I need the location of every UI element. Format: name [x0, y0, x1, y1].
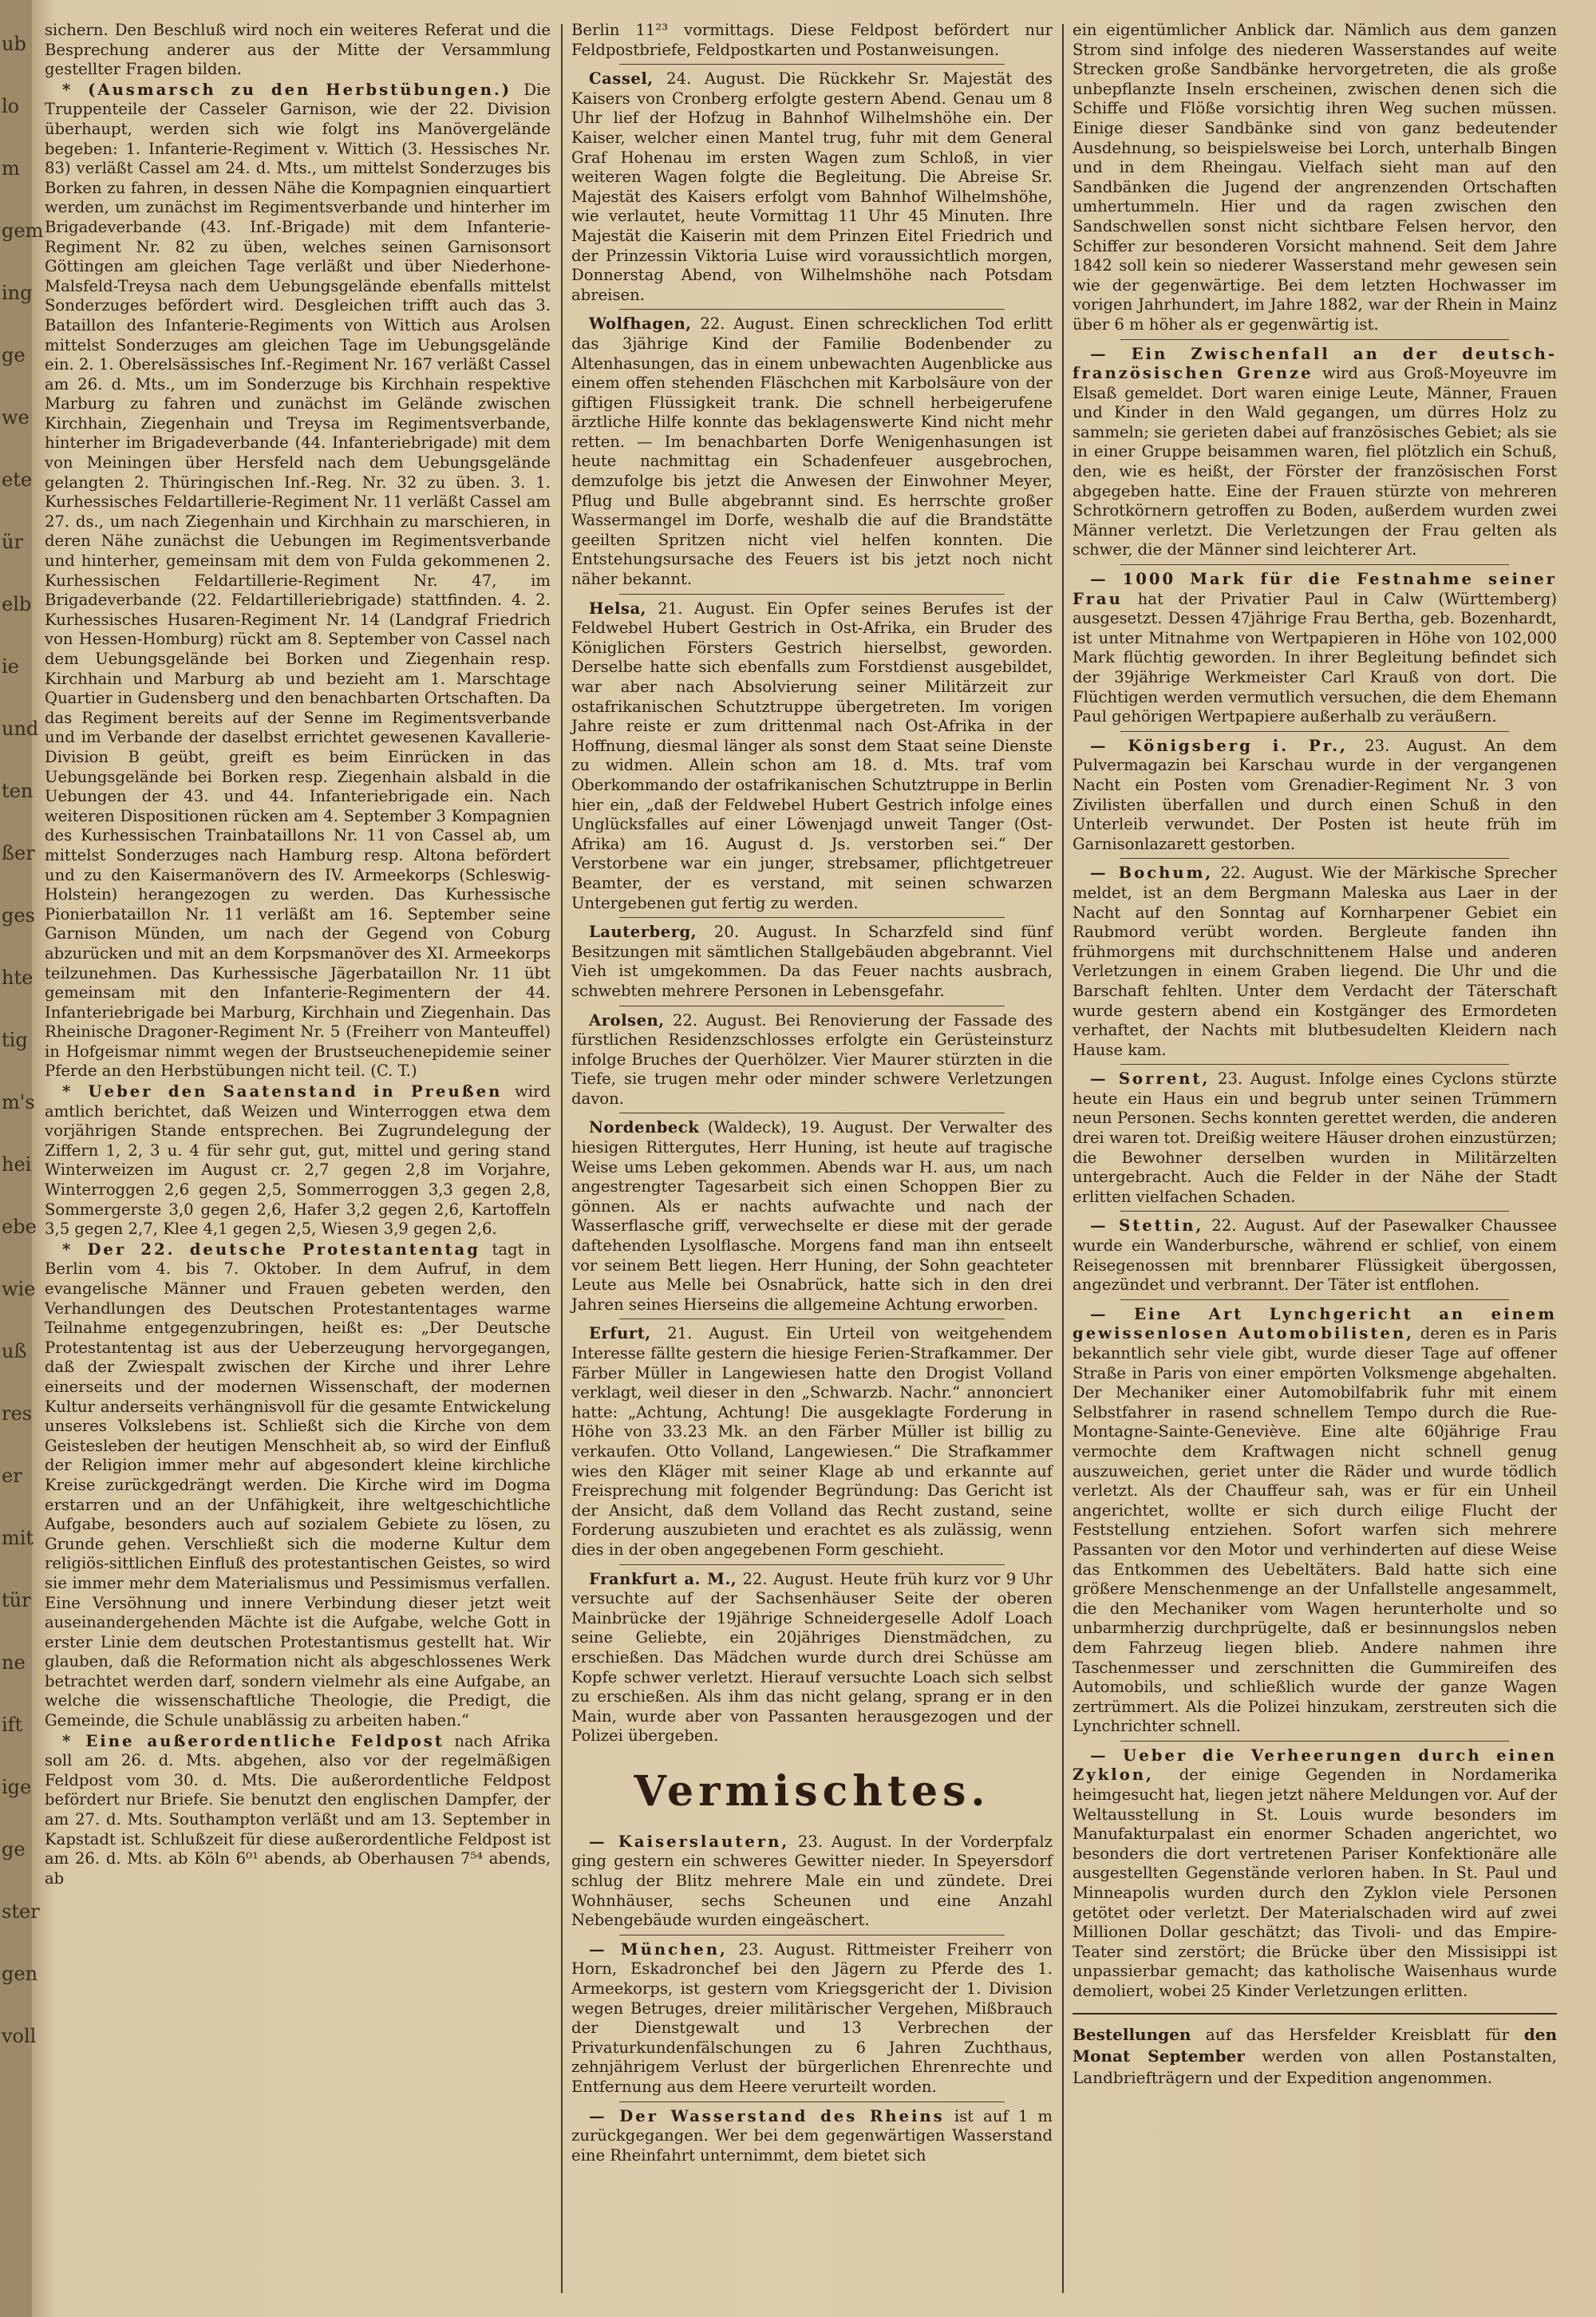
article-lead: — Bochum,: [1090, 864, 1214, 883]
article-lead: — Der Wasserstand des Rheins: [589, 2106, 945, 2125]
article-text: 23. August. In der Vorderpfalz ging gestern ein schweres Gewitter nieder. In Speyersdorf schlug der Blitz mehrere Male ein und zündete. Drei Wohnhäuser, sechs Scheunen und eine Anzahl Nebengebäude wurden eingeäschert.: [571, 1832, 1053, 1930]
article-lead: — Ueber die Verheerungen durch einen Zyklon,: [1073, 1746, 1557, 1785]
article-paragraph: [1073, 21, 1557, 335]
prev-page-fragment: ür: [2, 531, 23, 553]
article-text: 22. August. Einen schrecklichen Tod erlitt das 3jährige Kind der Familie Bodenbender zu Altenhasungen, das in einem unbewachten Augenblicke aus einem offen stehenden Fläschchen mit Karbolsäure von der giftigen Flüssigkeit trank. Die schnell herbeigerufene ärztliche Hilfe konnte das beklagenswerte Kind nicht mehr retten. — Im benachbarten Dorfe Wenigenhasungen ist heute nachmittag ein Schadenfeuer ausgebrochen, demzufolge bis jetzt die Anwesen der Einwohner Meyer, Pflug und Bulle abgebrannt sind. Es herrschte großer Wassermangel im Dorfe, weshalb die auf die Brandstätte geeilten Spritzen nicht viel helfen konnten. Die Entstehungsursache des Feuers ist bis jetzt noch nicht näher bekannt.: [571, 314, 1053, 589]
article-text: deren es in Paris bekanntlich sehr viele gibt, wurde dieser Tage auf offener Straße in Paris von einer empörten Volksmenge abgehalten. Der Mechaniker einer Automobilfabrik fuhr mit einem Selbstfahrer in rasend schnellem Tempo durch die Rue-Montagne-Sainte-Geneviève. Eine alte 60jährige Frau vermochte dem Kraftwagen nicht schnell genug auszuweichen, geriet unter die Räder und wurde tödlich verletzt. Als der Chauffeur sah, was er für ein Unheil angerichtet, wollte er sich durch eilige Flucht der Feststellung entziehen. Sofort warfen sich mehrere Passanten vor den Motor und verhinderten auf diese Weise das Entkommen des Uebeltäters. Bald hatte sich eine größere Menschenmenge an der Unfallstelle angesammelt, die den Mechaniker vom Wagen herunterholte und so unbarmherzig durchprügelte, daß er besinnungslos neben dem Fahrzeug liegen blieb. Andere nahmen ihre Taschenmesser und zerschnitten die Gummireifen des Automobils, und schließlich wurde der ganze Wagen zertrümmert. Als die Polizei hinzukam, zerstreuten sich die Lynchrichter schnell.: [1073, 1324, 1557, 1736]
prev-page-fragment: gem: [2, 219, 44, 242]
prev-page-fragment: lo: [2, 95, 20, 117]
previous-page-edge: [0, 0, 44, 2317]
article-separator: [1120, 731, 1509, 732]
article-paragraph: [45, 1240, 551, 1731]
article-paragraph: [571, 21, 1053, 60]
article-paragraph: [1073, 1070, 1557, 1207]
article-paragraph: [45, 21, 551, 80]
prev-page-fragment: ster: [2, 1900, 40, 1923]
article-paragraph: [571, 1570, 1053, 1746]
article-paragraph: [1073, 1305, 1557, 1737]
notice-text: werden von allen Postanstalten, Landbriefträgern und der Expedition angenommen.: [1073, 2046, 1558, 2087]
article-lead: Cassel,: [589, 69, 654, 89]
prev-page-fragment: ge: [2, 1838, 26, 1860]
prev-page-fragment: ing: [2, 282, 33, 304]
prev-page-fragment: we: [2, 406, 30, 429]
prev-page-fragment: ie: [2, 655, 19, 678]
column-3: [1073, 21, 1557, 2295]
article-lead: — Sorrent,: [1090, 1070, 1211, 1089]
article-paragraph: [571, 69, 1053, 305]
notice-text: auf das Hersfelder Kreisblatt für: [1191, 2024, 1524, 2044]
column-rule: [561, 24, 563, 2293]
prev-page-fragment: m's: [2, 1091, 35, 1113]
article-separator: [619, 1564, 1005, 1565]
article-lead: * (Ausmarsch zu den Herbstübungen.): [62, 80, 512, 99]
article-lead: — Eine Art Lynchgericht an einem gewissenlosen Automobilisten,: [1073, 1304, 1557, 1343]
article-text: 21. August. Ein Urteil von weitgehendem Interesse fällte gestern die hiesige Ferien-Strafkammer. Der Färber Müller in Langewiesen hatte den Drogist Volland verklagt, weil dieser in den „Schwarzb. Nachr.“ annonciert hatte: „Achtung, Achtung! Die ausgeklagte Forderung in Höhe von 33.23 Mk. an den Färber Müller ist billig zu verkaufen. Otto Volland, Langewiesen.“ Die Strafkammer wies den Kläger mit seiner Klage ab und erkannte auf Freisprechung mit folgender Begründung: Das Gericht ist der Ansicht, daß dem Volland das Recht zustand, seine Forderung auszubieten und erachtet es als zulässig, wenn dies in der oben angegebenen Form geschieht.: [571, 1324, 1053, 1559]
article-separator: [1120, 1064, 1509, 1065]
article-text: 22. August. Bei Renovierung der Fassade des fürstlichen Residenzschlosses erfolgte ein Gerüsteinsturz infolge Bruches der Querhölzer. Vier Maurer stürzten in die Tiefe, sie trugen mehr oder minder schwere Verletzungen davon.: [571, 1010, 1053, 1108]
prev-page-fragment: voll: [2, 2025, 37, 2047]
article-lead: — Ein Zwischenfall an der deutsch-französischen Grenze: [1073, 344, 1557, 383]
article-text: wird aus Groß-Moyeuvre im Elsaß gemeldet. Dort waren einige Leute, Männer, Frauen und Kinder in den Wald gegangen, um dürres Holz zu sammeln; sie gerieten dabei auf französisches Gebiet; als sie in einer Gruppe beisammen waren, fiel plötzlich ein Schuß, den, wie es heißt, der Förster der französischen Forst abgegeben hatte. Eine der Frauen stürzte von mehreren Schrotkörnern getroffen zu Boden, außerdem wurden zwei Männer verletzt. Die Verletzungen der Frau gelten als schwer, die der Männer sind leichterer Art.: [1073, 364, 1557, 559]
article-paragraph: [571, 1011, 1053, 1109]
prev-page-fragment: gen: [2, 1963, 38, 1985]
article-lead: — Königsberg i. Pr.,: [1090, 736, 1348, 755]
article-paragraph: [45, 81, 551, 1081]
article-separator: [619, 64, 1005, 65]
article-separator: [1120, 339, 1509, 340]
article-text: hat der Privatier Paul in Calw (Württemberg) ausgesetzt. Dessen 47jährige Frau Bertha, geb. Bozenhardt, ist unter Mitnahme von Wertpapieren in Höhe von 102,000 Mark flüchtig geworden. In ihrer Begleitung befindet sich der 39jährige Werkmeister Carl Krauß von dort. Die Flüchtigen werden vermutlich versuchen, die dem Ehemann Paul gehörigen Wertpapiere außerhalb zu veräußern.: [1073, 589, 1557, 726]
article-paragraph: [1073, 737, 1557, 855]
article-text: 22. August. Heute früh kurz vor 9 Uhr versuchte auf der Sachsenhäuser Seite der oberen Mainbrücke der 19jährige Schneidergeselle Adolf Loach seine Geliebte, ein 20jähriges Dienstmädchen, zu erschießen. Das Mädchen wurde durch drei Schüsse am Kopfe schwer verletzt. Hierauf versuchte Loach sich selbst zu erschießen. Als ihm das nicht gelang, sprang er in den Main, wurde aber von Passanten herausgezogen und der Polizei übergeben.: [571, 1569, 1053, 1746]
prev-page-fragment: ges: [2, 904, 35, 927]
prev-page-fragment: er: [2, 1465, 22, 1487]
prev-page-fragment: ete: [2, 469, 33, 491]
article-separator: [1120, 1299, 1509, 1300]
article-lead: * Eine außerordentliche Feldpost: [62, 1731, 444, 1750]
article-text: sichern. Den Beschluß wird noch ein weiteres Referat und die Besprechung anderer aus der Mitte der Versammlung gestellter Fragen bilden.: [45, 21, 551, 79]
prev-page-fragment: tig: [2, 1029, 28, 1051]
notice-text: den Monat September: [1073, 2024, 1557, 2066]
article-text: (Waldeck), 19. August. Der Verwalter des hiesigen Rittergutes, Herr Huning, ist heute auf tragische Weise ums Leben gekommen. Abends war H. aus, um nach angestrengter Tagesarbeit sich einen Schoppen Bier zu gönnen. Als er nachts aufwachte und nach der Wasserflasche griff, verwechselte er diese mit der gerade daftehenden Lysolflasche. Morgens fand man ihn entseelt vor seinem Bett liegen. Herr Huning, der Sohn geachteter Leute aus Melle bei Osnabrück, hatte sich in den drei Jahren seines Hierseins die allgemeine Achtung erworben.: [571, 1118, 1053, 1314]
article-text: Berlin 11²³ vormittags. Diese Feldpost befördert nur Feldpostbriefe, Feldpostkarten und Postanweisungen.: [571, 21, 1053, 59]
article-paragraph: [571, 2107, 1053, 2166]
article-paragraph: [45, 1732, 551, 1889]
column-rule: [1062, 24, 1064, 2293]
article-lead: — Kaiserslautern,: [589, 1832, 790, 1851]
article-separator: [619, 594, 1005, 595]
article-separator: [619, 917, 1005, 918]
prev-page-fragment: hte: [2, 967, 34, 989]
article-lead: — Stettin,: [1090, 1216, 1204, 1236]
article-text: 23. August. An dem Pulvermagazin bei Karschau wurde in der vergangenen Nacht ein Posten vom Grenadier-Regiment Nr. 3 von Zivilisten überfallen und durch einen Schuß in den Unterleib verwundet. Der Posten ist heute früh im Garnisonlazarett gestorben.: [1073, 736, 1557, 853]
article-separator: [1120, 1211, 1509, 1212]
prev-page-fragment: ge: [2, 344, 26, 366]
prev-page-fragment: wie: [2, 1278, 36, 1300]
prev-page-fragment: m: [2, 157, 20, 180]
article-text: 24. August. Die Rückkehr Sr. Majestät des Kaisers von Cronberg erfolgte gestern Abend. Genau um 8 Uhr lief der Hofzug in Bahnhof Wilhelmshöhe ein. Der Kaiser, welcher einen Mantel trug, fuhr mit dem General Graf Hohenau im ersten Wagen zum Schloß, in vier weiteren Wagen folgte die Begleitung. Die Abreise Sr. Majestät des Kaisers erfolgt vom Bahnhof Wilhelmshöhe, wie verlautet, heute Vormittag 11 Uhr 45 Minuten. Ihre Majestät die Kaiserin mit dem Prinzen Eitel Friedrich und der Prinzessin Viktoria Luise wird voraussichtlich morgen, Donnerstag Abend, von Wilhelmshöhe nach Potsdam abreisen.: [571, 69, 1053, 304]
article-text: tagt in Berlin vom 4. bis 7. Oktober. In dem Aufruf, in dem evangelische Männer und Frauen gebeten werden, den Verhandlungen des Deutschen Protestantentages warme Teilnahme entgegenzubringen, heißt es: „Der Deutsche Protestantentag ist aus der Ueberzeugung hervorgegangen, daß der Zwiespalt zwischen der Kirche und ihrer Lehre einerseits und der modernen Wissenschaft, der modernen Kultur anderseits verhängnisvoll für die gesamte Entwickelung unseres Volkslebens ist. Schließt sich die Kirche von dem Geistesleben der heutigen Menschheit ab, so wird der Einfluß der Religion immer mehr auf abgesondert kleine kirchliche Kreise zurückgedrängt werden. Die Kirche wird im Dogma erstarren und an der Unfähigkeit, ihre weltgeschichtliche Aufgabe, besonders auch auf sozialem Gebiete zu lösen, zu Grunde gehen. Verschließt sich die moderne Kultur dem religiös-sittlichen Einfluß des protestantischen Geistes, so wird sie immer mehr dem Materialismus und Pessimismus verfallen. Eine Versöhnung und innere Verbindung dieser jetzt weit auseinandergehenden Mächte ist die Aufgabe, welche Gott in erster Linie dem deutschen Protestantismus gestellt hat. Wir glauben, daß die Reformation nicht als abgeschlossenes Werk betrachtet werden darf, sondern vielmehr als eine Aufgabe, an welche die wissenschaftliche Theologie, die Predigt, die Gemeinde, die Schule unablässig zu arbeiten haben.“: [45, 1240, 551, 1730]
prev-page-fragment: ßer: [2, 842, 35, 864]
article-text: ein eigentümlicher Anblick dar. Nämlich aus dem ganzen Strom sind infolge des niederen Wasserstandes auf weite Strecken große Sandbänke hervorgetreten, die als große unbepflanzte Inseln erscheinen, zwischen denen sich die Schiffe und Flöße vorsichtig ihren Weg suchen müssen. Einige dieser Sandbänke sind von ganz bedeutender Ausdehnung, so beispielsweise bei Lorch, unterhalb Bingen und in dem Rheingau. Vielfach sieht man auf den Sandbänken die Jugend der angrenzenden Ortschaften umhertummeln. Hier und da ragen zwischen den Sandschwellen sonst nicht sichtbare Felsen hervor, den Schiffer zur besonderen Vorsicht mahnend. Seit dem Jahre 1842 soll kein so niederer Wasserstand mehr gewesen sein wie der gegenwärtige. Bei dem letzten Hochwasser im vorigen Jahrhundert, im Jahre 1882, war der Rhein in Mainz über 6 m höher als er gegenwärtig ist.: [1073, 21, 1557, 334]
article-lead: Erfurt,: [589, 1324, 651, 1343]
article-paragraph: [571, 923, 1053, 1001]
prev-page-fragment: elb: [2, 593, 32, 615]
article-separator: [1120, 858, 1509, 859]
prev-page-fragment: ne: [2, 1651, 26, 1674]
article-text: 23. August. Rittmeister Freiherr von Horn, Eskadronchef bei den Jägern zu Pferde des 1. Armeekorps, ist gestern vom Kriegsgericht der 1. Division wegen Betruges, dreier militärischer Vergehen, Mißbrauch der Dienstgewalt und 13 Verbrechen der Privaturkundenfälschungen zu 6 Jahren Zuchthaus, zehnjährigem Verlust der bürgerlichen Ehrenrechte und Entfernung aus dem Heere verurteilt worden.: [571, 1939, 1053, 2096]
article-lead: Lauterberg,: [589, 923, 697, 942]
article-paragraph: [571, 314, 1053, 589]
notice-text: Bestellungen: [1073, 2024, 1191, 2044]
article-lead: Helsa,: [589, 599, 646, 618]
prev-page-fragment: und: [2, 718, 39, 740]
prev-page-fragment: ebe: [2, 1216, 37, 1238]
article-text: wird amtlich berichtet, daß Weizen und Winterroggen etwa dem vorjährigen Stande entsprechen. Bei Zugrundelegung der Ziffern 1, 2, 3 u. 4 für sehr gut, gut, mittel und gering stand Winterweizen im August cr. 2,7 gegen 2,8 im Vorjahre, Winterroggen 2,6 gegen 2,5, Sommerroggen 3,3 gegen 2,8, Sommergerste 3,0 gegen 2,6, Hafer 3,2 gegen 2,6, Kartoffeln 3,5 gegen 2,7, Klee 4,1 gegen 2,5, Wiesen 3,9 gegen 2,6.: [45, 1082, 551, 1239]
article-separator: [1120, 564, 1509, 565]
article-lead: Nordenbeck: [589, 1118, 700, 1137]
article-paragraph: [1073, 345, 1557, 561]
article-paragraph: [1073, 1746, 1557, 2002]
article-text: 22. August. Auf der Pasewalker Chaussee wurde ein Wanderbursche, während er schlief, von einem Reisegenossen mit brennbarer Flüssigkeit übergossen, angezündet und verbrannt. Der Täter ist entflohen.: [1073, 1216, 1557, 1295]
section-heading: Vermischtes.: [634, 1766, 990, 1816]
prev-page-fragment: ige: [2, 1776, 32, 1798]
article-lead: — 1000 Mark für die Festnahme seiner Frau: [1073, 570, 1557, 608]
prev-page-fragment: ten: [2, 780, 34, 802]
prev-page-fragment: ift: [2, 1714, 23, 1736]
article-lead: Arolsen,: [589, 1010, 665, 1030]
article-paragraph: [1073, 864, 1557, 1060]
prev-page-fragment: hei: [2, 1153, 32, 1176]
prev-page-fragment: res: [2, 1402, 32, 1425]
prev-page-fragment: uß: [2, 1340, 27, 1362]
article-paragraph: [45, 1082, 551, 1240]
article-paragraph: [571, 1833, 1053, 1931]
article-lead: * Ueber den Saatenstand in Preußen: [62, 1082, 503, 1101]
article-paragraph: [571, 1324, 1053, 1560]
article-text: Die Truppenteile der Casseler Garnison, wie der 22. Division überhaupt, werden sich wie folgt ins Manövergelände begeben: 1. Infanterie-Regiment v. Wittich (3. Hessisches Nr. 83) verläßt Cassel am 24. d. Mts., um mittelst Sonderzuges bis Borken zu fahren, in dessen Nähe die Kompagnien einquartiert werden, um zunächst im Regimentsverbande und hinterher im Brigadeverbande (43. Inf.-Brigade) mit dem Infanterie-Regiment Nr. 82 zu üben, welches seinen Garnisonsort Göttingen am gleichen Tage verläßt und über Niederhone-Malsfeld-Treysa nach dem Uebungsgelände ebenfalls mittelst Sonderzuges befördert wird. Desgleichen trifft auch das 3. Bataillon des Infanterie-Regiments von Wittich aus Arolsen mittelst Sonderzuges am gleichen Tage im Uebungsgelände ein. 2. 1. Oberelsässisches Inf.-Regiment Nr. 167 verläßt Cassel am 26. d. Mts., um im Sonderzuge bis Kirchhain respektive Marburg zu fahren und zunächst im Gelände zwischen Kirchhain, Ziegenhain und Treysa im Regimentsverbande, hinterher im Brigadeverbande (44. Infanteriebrigade) mit dem von Meiningen über Hersfeld nach dem Uebungsgelände gelangten 2. Thüringischen Inf.-Reg. Nr. 32 zu üben. 3. 1. Kurhessisches Feldartillerie-Regiment Nr. 11 verläßt Cassel am 27. ds., um nach Ziegenhain und Kirchhain zu marschieren, in deren Nähe zunächst die Uebungen im Regimentsverbande und hinterher, gemeinsam mit dem von Fulda gekommenen 2. Kurhessischen Feldartillerie-Regiment Nr. 47, im Brigadeverbande (22. Feldartilleriebrigade) stattfinden. 4. 2. Kurhessisches Husaren-Regiment Nr. 14 (Landgraf Friedrich von Hessen-Homburg) rückt am 8. September von Cassel nach dem Uebungsgelände bei Borken und Ziegenhain resp. Kirchhain und Marburg ab und bezieht am 1. Marschtage Quartier in Gudensberg und den benachbarten Ortschaften. Da das Regiment bereits auf der Senne im Regimentsverbande und im Verbande der daselbst errichtet gewesenen Kavallerie-Division B geübt, greift es beim Einrücken in das Uebungsgelände bei Borken resp. Ziegenhain alsbald in die Uebungen der 43. und 44. Infanteriebrigade ein. Nach weiteren Dispositionen rücken am 4. September 3 Kompagnien des Kurhessischen Trainbataillons Nr. 11 von Cassel ab, um mittelst Sonderzuges nach Hamburg resp. Altona befördert und zu den Kaisermanövern des IV. Armeekorps (Schleswig-Holstein) herangezogen zu werden. Das Kurhessische Pionierbataillon Nr. 11 verläßt am 16. September seine Garnison Münden, um nach der Gegend von Coburg abzurücken und mit an dem Korpsmanöver des XI. Armeekorps teilzunehmen. Das Kurhessische Jägerbataillon Nr. 11 übt gemeinsam mit den Infanterie-Regimentern der 44. Infanteriebrigade bei Marburg, Kirchhain und Ziegenhain. Das Rheinische Dragoner-Regiment Nr. 5 (Freiherr von Manteuffel) in Hofgeismar nimmt wegen der Brustseuchenepidemie seiner Pferde an den Herbstübungen nicht teil. (C. T.): [45, 80, 551, 1081]
article-text: 21. August. Ein Opfer seines Berufes ist der Feldwebel Hubert Gestrich in Ost-Afrika, ein Bruder des Königlichen Försters Gestrich hierselbst, geworden. Derselbe hatte sich ebenfalls zum Forstdienst ausgebildet, war aber nach Absolvierung seiner Militärzeit zur ostafrikanischen Schutztruppe übergetreten. Im vorigen Jahre reiste er zum drittenmal nach Ost-Afrika in der Hoffnung, diesmal länger als sonst dem Staat seine Dienste zu widmen. Allein schon am 18. d. Mts. traf vom Oberkommando der ostafrikanischen Schutztruppe in Berlin hier ein, „daß der Feldwebel Hubert Gestrich infolge eines Unglücksfalles auf einer Löwenjagd unweit Tanger (Ost-Afrika) am 16. August d. Js. verstorben sei.“ Der Verstorbene war ein junger, strebsamer, pflichtgetreuer Beamter, der es verstand, mit seinen schwarzen Untergebenen gut fertig zu werden.: [571, 599, 1053, 912]
article-paragraph: [571, 1118, 1053, 1315]
article-separator: [1120, 1741, 1509, 1742]
article-text: ist auf 1 m zurückgegangen. Wer bei dem gegenwärtigen Wasserstand eine Rheinfahrt unternimmt, dem bietet sich: [571, 2106, 1053, 2165]
subscription-notice: [1073, 2013, 1557, 2089]
article-separator: [619, 309, 1005, 310]
article-text: der einige Gegenden in Nordamerika heimgesucht hat, liegen jetzt nähere Meldungen vor. Auf der Weltausstellung in St. Louis wurde besonders im Manufakturpalast ein enormer Schaden angerichtet, wo besonders die dort vertretenen Pariser Konfektionäre alle ausgestellten Gegenstände verloren haben. In St. Paul und Minneapolis wurden durch den Zyklon viele Personen getötet oder verletzt. Der Materialschaden wird auf zwei Millionen Dollar geschätzt; das Tivoli- und das Empire-Teater sind zerstört; die Brücke über den Missisippi ist unpassierbar gemacht; das katholische Waisenhaus wurde demoliert, wobei 25 Kinder Verletzungen erlitten.: [1073, 1765, 1557, 2000]
article-lead: Wolfhagen,: [589, 314, 692, 334]
column-1: [45, 21, 551, 2295]
prev-page-fragment: tür: [2, 1589, 31, 1611]
article-paragraph: [571, 1940, 1053, 2098]
article-lead: Frankfurt a. M.,: [589, 1569, 737, 1588]
article-text: nach Afrika soll am 26. d. Mts. abgehen, also vor der regelmäßigen Feldpost vom 30. d. Mts. Die außerordentliche Feldpost befördert nur Briefe. Sie benutzt den englischen Dampfer, der am 27. d. Mts. Southampton verläßt und am 13. September in Kapstadt ist. Schlußzeit für diese außerordentliche Feldpost ist am 26. d. Mts. ab Köln 6⁰¹ abends, ab Oberhausen 7⁵⁴ abends, ab: [45, 1731, 551, 1888]
prev-page-fragment: mit: [2, 1527, 34, 1549]
article-lead: * Der 22. deutsche Protestantentag: [62, 1240, 480, 1259]
article-text: 20. August. In Scharzfeld sind fünf Besitzungen mit sämtlichen Stallgebäuden abgebrannt. Viel Vieh ist umgekommen. Da das Feuer nachts ausbrach, schwebten mehrere Personen in Lebensgefahr.: [571, 923, 1053, 1000]
article-paragraph: [1073, 570, 1557, 727]
article-text: 23. August. Infolge eines Cyclons stürzte heute ein Haus ein und begrub unter seinen Trümmern neun Personen. Sechs konnten gerettet werden, die anderen drei waren tot. Dreißig weitere Häuser drohen einzustürzen; die Bewohner derselben wurden in Militärzelten untergebracht. Auch die Felder in der Nähe der Stadt erlitten vielfachen Schaden.: [1073, 1070, 1557, 1206]
prev-page-fragment: ub: [2, 33, 26, 55]
article-paragraph: [1073, 1216, 1557, 1295]
column-2: [571, 21, 1053, 2295]
article-text: 22. August. Wie der Märkische Sprecher meldet, ist an dem Bergmann Maleska aus Laer in der Nacht auf den Sonntag auf Kornharpener Gebiet ein Raubmord verübt worden. Bergleute fanden ihn frühmorgens mit durchschnittenem Halse und anderen Verletzungen in einem Graben liegend. Die Uhr und die Barschaft fehlten. Unter dem Verdacht der Täterschaft wurde gestern abend ein Kostgänger des Ermordeten verhaftet, der Nachts mit blutbesudelten Kleidern nach Hause kam.: [1073, 864, 1557, 1059]
article-paragraph: [571, 599, 1053, 914]
article-lead: — München,: [589, 1939, 728, 1959]
